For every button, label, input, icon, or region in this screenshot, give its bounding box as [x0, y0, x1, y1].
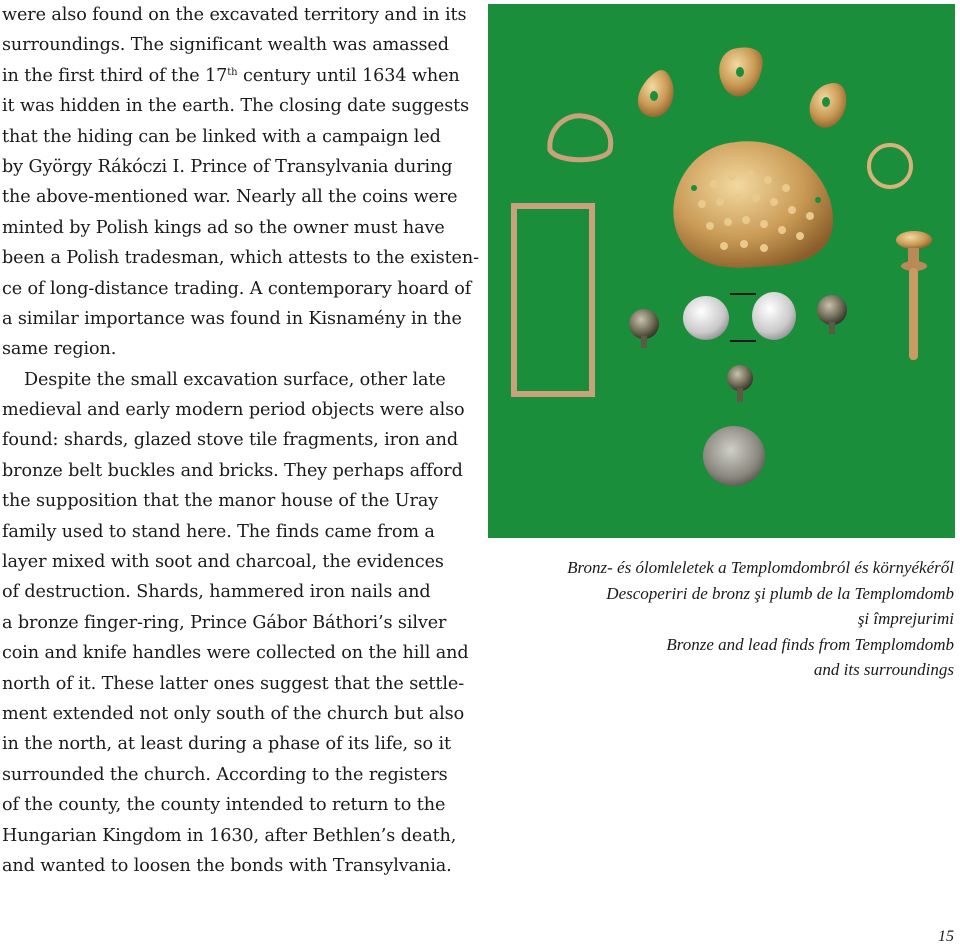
text-line: it was hidden in the earth. The closing date suggests [2, 96, 470, 117]
caption-line: Bronze and lead finds from Templomdomb [666, 634, 954, 654]
text-line: coin and knife handles were collected on the hill and [2, 643, 469, 664]
page-number: 15 [938, 928, 954, 945]
pin-icon [896, 231, 932, 360]
caption-line: şi împrejurimi [857, 609, 954, 629]
text-line: of destruction. Shards, hammered iron nails and [2, 582, 431, 603]
finds-photo [488, 4, 955, 538]
text-line: north of it. These latter ones suggest that the settle- [2, 673, 465, 694]
text-line: a similar importance was found in Kisnamény in the [2, 308, 462, 329]
text-line: and wanted to loosen the bonds with Transylvania. [2, 855, 452, 876]
text-line: were also found on the excavated territory and in its [2, 5, 467, 25]
text-line: Despite the small excavation surface, other late [2, 369, 446, 390]
caption-line: Bronz- és ólomleletek a Templomdombról és környékéről [567, 558, 954, 577]
text-line: ce of long-distance trading. A contemporary hoard of [2, 278, 472, 299]
body-text [2, 0, 479, 881]
text-line: minted by Polish kings ad so the owner must have [2, 217, 445, 238]
text-line: the supposition that the manor house of the Uray [2, 491, 439, 512]
text-line: in the north, at least during a phase of its life, so it [2, 734, 451, 755]
text-line: layer mixed with soot and charcoal, the evidences [2, 552, 444, 573]
coin-icon [683, 292, 796, 340]
text-line: of the county, the county intended to return to the [2, 795, 446, 816]
text-line: surroundings. The significant wealth was amassed [2, 35, 449, 56]
text-line: found: shards, glazed stove tile fragments, iron and [2, 430, 458, 451]
text-line: by György Rákóczi I. Prince of Transylvania during [2, 156, 453, 177]
caption-line: Descoperiri de bronz şi plumb de la Templomdomb [606, 583, 954, 603]
caption-line: and its surroundings [813, 660, 954, 680]
text-line: same region. [2, 339, 117, 360]
button-icon [817, 295, 847, 334]
button-icon [727, 365, 753, 402]
ring-icon [869, 145, 911, 187]
text-line-part: century until 1634 when [237, 65, 460, 86]
text-line: bronze belt buckles and bricks. They perhaps afford [2, 460, 463, 481]
text-line: been a Polish tradesman, which attests to the existen- [2, 248, 479, 269]
leaf-pendant-icon [638, 70, 674, 117]
text-line: that the hiding can be linked with a campaign led [2, 126, 441, 147]
leaf-pendant-icon [810, 83, 847, 128]
button-icon [629, 309, 659, 348]
buckle-icon [514, 206, 592, 394]
leaf-pendant-icon [719, 48, 762, 97]
text-line: family used to stand here. The finds came from a [2, 521, 435, 542]
text-line: medieval and early modern period objects were also [2, 400, 465, 421]
photo-caption [494, 555, 954, 683]
text-line-part: in the first third of the 17 [2, 65, 228, 86]
disc-icon [673, 141, 833, 268]
superscript: th [227, 66, 238, 78]
text-line: the above-mentioned war. Nearly all the coins were [2, 187, 458, 208]
text-line: surrounded the church. According to the registers [2, 764, 448, 785]
text-line [2, 61, 472, 91]
text-line: a bronze finger-ring, Prince Gábor Báthori’s silver [2, 612, 447, 633]
text-line: ment extended not only south of the church but also [2, 703, 465, 724]
text-line: Hungarian Kingdom in 1630, after Bethlen’s death, [2, 825, 457, 846]
buckle-icon [550, 116, 611, 160]
coin-icon [703, 426, 765, 486]
finds-illustration [488, 4, 955, 538]
